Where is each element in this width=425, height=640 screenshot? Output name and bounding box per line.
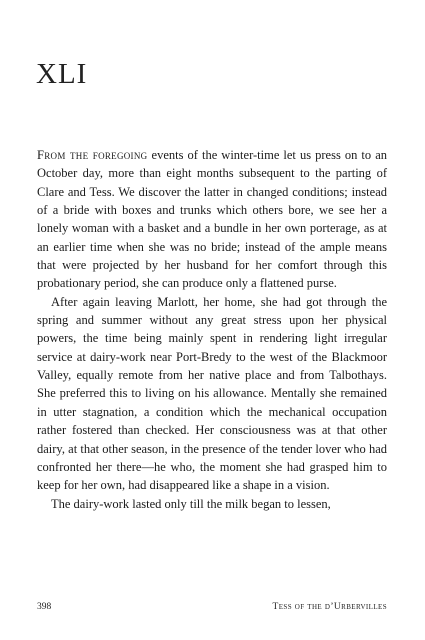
paragraph-2: After again leaving Marlott, her home, she had got through the spring and summer without any great stress upon her physical powers, the time being mainly spent in rendering light irregular service at dairy-work near Port-Bredy to the west of the Blackmoor Valley, equally remote from her native place and from Talbothays. She preferred this to living on his allowance. Mentally she remained in utter stagnation, a condition which the mechanical occupation rather fostered than checked. Her consciousness was at that other dairy, at that other season, in the presence of the tender lover who had confronted her there—he who, the moment she had grasped him to keep for her own, had disappeared like a shape in a vision. (37, 294, 387, 493)
paragraph-3: The dairy-work lasted only till the milk began to lessen, (51, 496, 331, 511)
page-number: 398 (37, 602, 52, 612)
paragraph-1 (37, 146, 387, 293)
opening-small-caps: From the foregoing (37, 148, 148, 162)
paragraph-1-text: events of the winter-time let us press on to an October day, more than eight months subsequent to the parting of Clare and Tess. We discover the latter in changed conditions; instead of a bride with boxes and trunks which others bore, we see her a lonely woman with a basket and a bundle in her own porterage, as at an earlier time when she was no bride; instead of the ample means that were projected by her husband for her comfort through this probationary period, she can produce only a flattened purse. (37, 148, 388, 291)
chapter-heading: XLI (36, 58, 88, 90)
running-title: Tess of the d’Urbervilles (272, 602, 387, 612)
chapter-body (37, 146, 387, 513)
